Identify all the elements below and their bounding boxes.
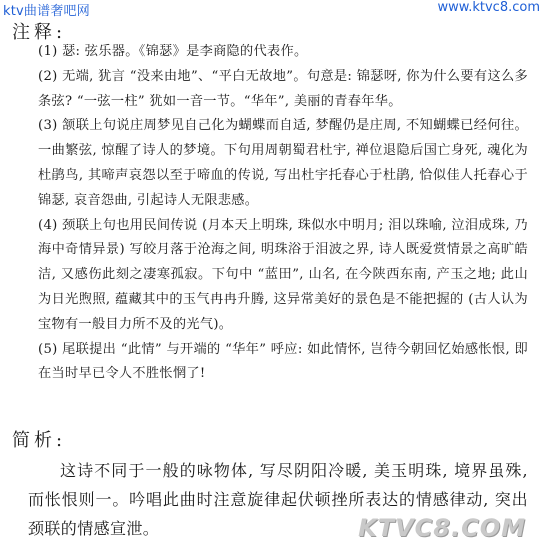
notes-list bbox=[38, 40, 528, 387]
site-watermark-bottom: KTVC8.COM bbox=[358, 514, 526, 542]
note-item-4: (4) 颈联上句也用民间传说 (月本天上明珠, 珠似水中明月; 泪以珠喻, 泣泪成珠, 乃海中奇情异景) 写皎月落于沧海之间, 明珠浴于泪波之界, 诗人既爱赏情景之高旷皓洁, 又感伤此刻之凄寒孤寂。下句中 “蓝田”, 山名, 在今陕西东南, 产玉之地; 此山为日光煦照, 蕴藏其中的玉气冉冉升腾, 这异常美好的景色是不能把握的 (古人认为宝物有一般目力所不及的光气)。 bbox=[38, 217, 528, 332]
note-item-3: (3) 颔联上句说庄周梦见自己化为蝴蝶而自适, 梦醒仍是庄周, 不知蝴蝶已经何往。一曲繁弦, 惊醒了诗人的梦境。下句用周朝蜀君杜宇, 禅位退隐后国亡身死, 魂化为杜鹃鸟, 其啼声哀怨以至于啼血的传说, 写出杜宇托春心于杜鹃, 恰似佳人托春心于锦瑟, 哀音怨曲, 引起诗人无限悲感。 bbox=[38, 118, 528, 208]
note-item-1: (1) 瑟: 弦乐器。《锦瑟》是李商隐的代表作。 bbox=[38, 44, 308, 59]
note-item-5: (5) 尾联提出 “此情” 与开端的 “华年” 呼应: 如此情怀, 岂待今朝回忆始感怅恨, 即在当时早已令人不胜怅惘了! bbox=[38, 341, 528, 382]
site-watermark-right: www.ktvc8.com bbox=[437, 0, 540, 15]
note-item-2: (2) 无端, 犹言 “没来由地”、“平白无故地”。句意是: 锦瑟呀, 你为什么要有这么多条弦? “一弦一柱” 犹如一音一节。“华年”, 美丽的青春年华。 bbox=[38, 68, 528, 109]
notes-heading: 注释: bbox=[12, 22, 67, 43]
analysis-text: 这诗不同于一般的咏物体, 写尽阴阳冷暖, 美玉明珠, 境界虽殊, 而怅恨则一。吟唱此曲时注意旋律起伏顿挫所表达的情感律动, 突出颈联的情感宣泄。 bbox=[28, 461, 528, 538]
site-watermark-left: ktv曲谱奢吧网 bbox=[3, 4, 90, 19]
analysis-heading: 简析: bbox=[12, 430, 67, 451]
